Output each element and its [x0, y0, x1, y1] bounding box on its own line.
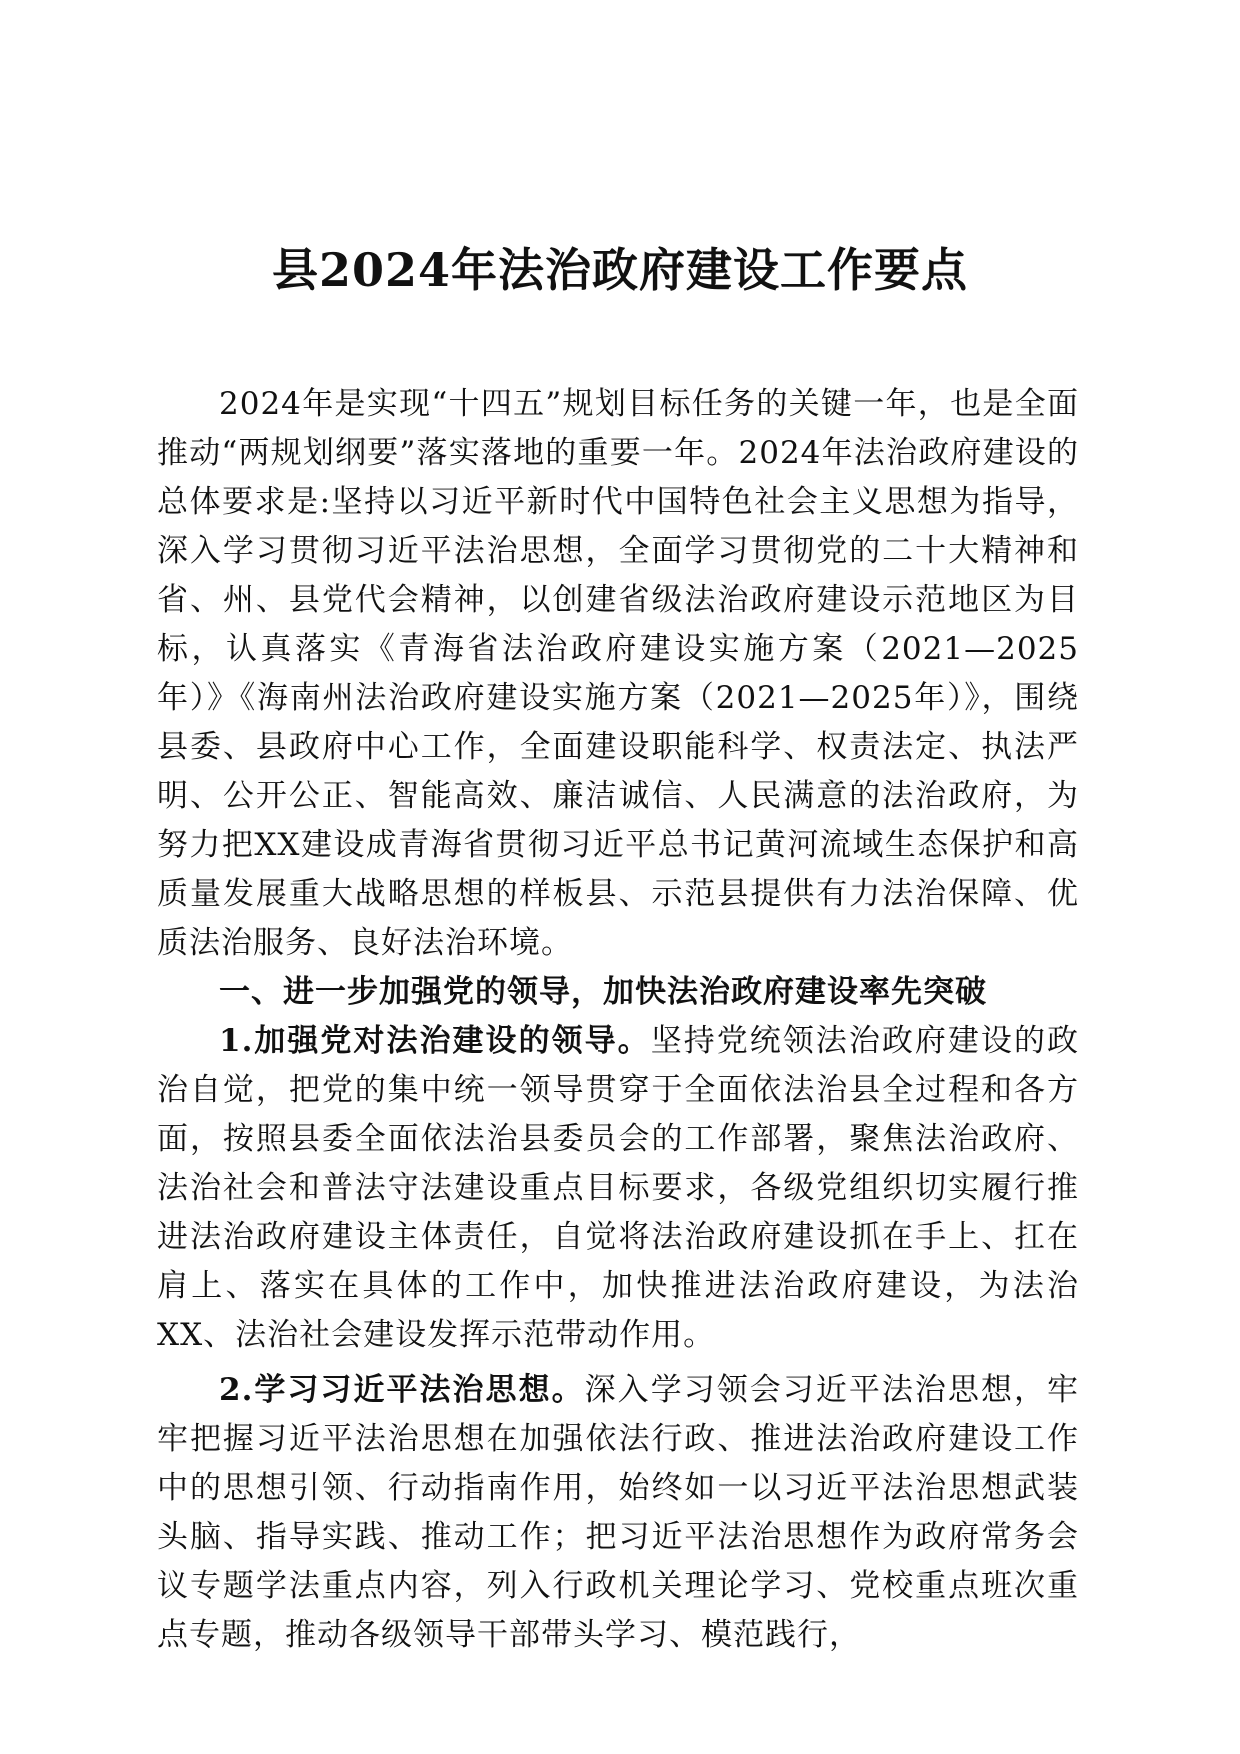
item-lead-1: 1.加强党对法治建设的领导。	[219, 1023, 651, 1059]
item-lead-2: 2.学习习近平法治思想。	[219, 1372, 585, 1408]
item-text-1: 坚持党统领法治政府建设的政治自觉，把党的集中统一领导贯穿于全面依法治县全过程和各方面，按照县委全面依法治县委员会的工作部署，聚焦法治政府、法治社会和普法守法建设重点目标要求，各级党组织切实履行推进法治政府建设主体责任，自觉将法治政府建设抓在手上、扛在肩上、落实在具体的工作中，加快推进法治政府建设，为法治XX、法治社会建设发挥示范带动作用。	[157, 1023, 1079, 1353]
document-title: 县2024年法治政府建设工作要点	[271, 243, 969, 297]
document-body	[157, 380, 1079, 1660]
section-heading: 一、进一步加强党的领导，加快法治政府建设率先突破	[219, 974, 987, 1010]
item-paragraph-2	[157, 1366, 1079, 1660]
item-paragraph-1	[157, 1017, 1079, 1360]
intro-paragraph: 2024年是实现“十四五”规划目标任务的关键一年，也是全面推动“两规划纲要”落实落地的重要一年。2024年法治政府建设的总体要求是:坚持以习近平新时代中国特色社会主义思想为指导，深入学习贯彻习近平法治思想，全面学习贯彻党的二十大精神和省、州、县党代会精神，以创建省级法治政府建设示范地区为目标，认真落实《青海省法治政府建设实施方案（2021—2025年）》《海南州法治政府建设实施方案（2021—2025年）》，围绕县委、县政府中心工作，全面建设职能科学、权责法定、执法严明、公开公正、智能高效、廉洁诚信、人民满意的法治政府，为努力把XX建设成青海省贯彻习近平总书记黄河流域生态保护和高质量发展重大战略思想的样板县、示范县提供有力法治保障、优质法治服务、良好法治环境。	[157, 386, 1079, 961]
item-text-2: 深入学习领会习近平法治思想，牢牢把握习近平法治思想在加强依法行政、推进法治政府建设工作中的思想引领、行动指南作用，始终如一以习近平法治思想武装头脑、指导实践、推动工作；把习近平法治思想作为政府常务会议专题学法重点内容，列入行政机关理论学习、党校重点班次重点专题，推动各级领导干部带头学习、模范践行，	[157, 1372, 1079, 1653]
